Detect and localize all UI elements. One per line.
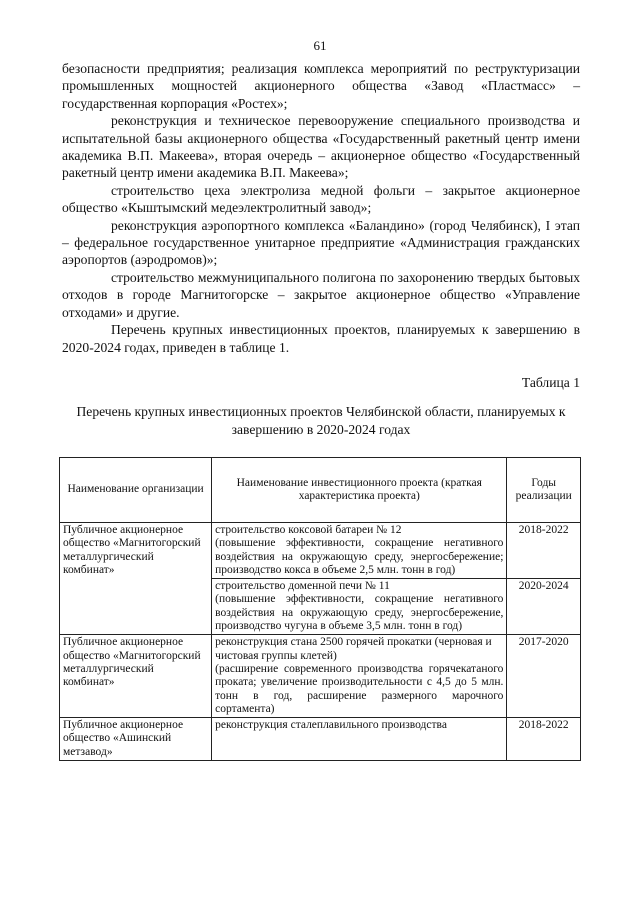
project-cell [212, 523, 507, 579]
body-text [62, 60, 580, 356]
project-description: (повышение эффективности, сокращение негативного воздействия на окружающую среду, энергосбережение; производство кокса в объеме 2,5 млн. тонн в год) [215, 537, 504, 576]
project-description: (расширение современного производства горячекатаного проката; увеличение производительности с 4,5 до 5 млн. тонн в год, расширение размерного марочного сортамента) [215, 662, 504, 715]
header-project: Наименование инвестиционного проекта (краткая характеристика проекта) [212, 458, 507, 523]
organization-cell: Публичное акционерное общество «Ашинский метзавод» [60, 718, 212, 761]
project-title: строительство доменной печи № 11 [215, 580, 390, 593]
header-years: Годы реализации [507, 458, 581, 523]
table-title: Перечень крупных инвестиционных проектов Челябинской области, планируемых к завершению в 2020-2024 годах [76, 404, 566, 437]
project-cell [212, 718, 507, 761]
project-title: реконструкция сталеплавильного производства [215, 719, 447, 732]
years-cell: 2018-2022 [507, 523, 581, 579]
paragraph: строительство межмуниципального полигона по захоронению твердых бытовых отходов в городе Магнитогорске – закрытое акционерное общество «Управление отходами» и другие. [62, 269, 580, 320]
years-cell: 2018-2022 [507, 718, 581, 761]
table-header-row [60, 458, 581, 523]
table-caption: Таблица 1 [521, 375, 580, 390]
paragraph: строительство цеха электролиза медной фольги – закрытое акционерное общество «Кыштымский медеэлектролитный завод»; [62, 182, 580, 216]
page-number: 61 [313, 38, 327, 53]
project-title: строительство коксовой батареи № 12 [215, 524, 402, 536]
organization-cell: Публичное акционерное общество «Магнитогорский металлургический комбинат» [60, 635, 212, 718]
years-cell: 2020-2024 [507, 579, 581, 635]
years-cell: 2017-2020 [507, 635, 581, 718]
paragraph: реконструкция аэропортного комплекса «Баландино» (город Челябинск), I этап – федеральное государственное унитарное предприятие «Администрация гражданских аэропортов (аэродромов)»; [62, 217, 580, 268]
project-cell [212, 579, 507, 635]
paragraph: Перечень крупных инвестиционных проектов, планируемых к завершению в 2020-2024 годах, приведен в таблице 1. [62, 322, 580, 355]
paragraph: реконструкция и техническое перевооружение специального производства и испытательной базы акционерного общества «Государственный ракетный центр имени академика В.П. Макеева», вторая очередь – акционерное общество «Государственный ракетный центр имени академика В.П. Макеева»; [62, 113, 580, 181]
table-row [60, 718, 581, 761]
table-row [60, 523, 581, 579]
project-title: реконструкция стана 2500 горячей прокатки (черновая и чистовая группы клетей) [215, 636, 492, 662]
project-cell [212, 635, 507, 718]
investment-projects-table [59, 457, 581, 761]
header-organization: Наименование организации [60, 458, 212, 523]
organization-cell: Публичное акционерное общество «Магнитогорский металлургический комбинат» [60, 523, 212, 635]
paragraph: безопасности предприятия; реализация комплекса мероприятий по реструктуризации промышленных мощностей акционерного общества «Завод «Пластмасс» – государственная корпорация «Ростех»; [62, 61, 580, 111]
table-row [60, 635, 581, 718]
project-description: (повышение эффективности, сокращение негативного воздействия на окружающую среду, энергосбережение, производство чугуна в объеме 3,5 млн. тонн в год) [215, 593, 504, 633]
